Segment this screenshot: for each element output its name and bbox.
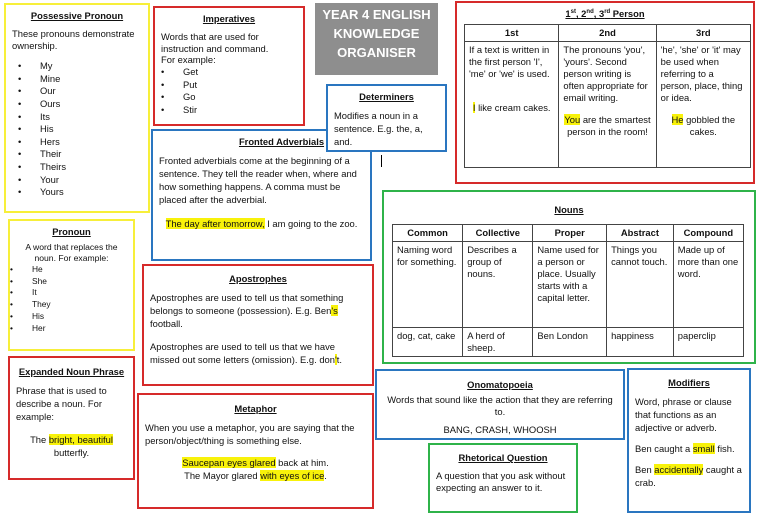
onomatopoeia-examples: BANG, CRASH, WHOOSH [443, 423, 557, 435]
nouns-def: Things you cannot touch. [607, 241, 674, 327]
list-item: • Stir [167, 104, 297, 117]
list-item: • Put [167, 79, 297, 92]
person-table [464, 24, 751, 168]
fronted-adverbials-text: Fronted adverbials come at the beginning of a sentence. They tell the reader when, where and how something happens. A comma must be placed after the adverbial. [159, 154, 357, 206]
apostrophes-omission: Apostrophes are used to tell us that we have missed out some letters (omission). E.g. don't. [150, 340, 342, 365]
person-header-1st: 1st [465, 24, 559, 41]
imperatives-list [161, 66, 297, 116]
expanded-noun-phrase-text: Phrase that is used to describe a noun. For example: [16, 384, 107, 422]
determiners-box [326, 84, 447, 152]
determiners-title: Determiners [359, 91, 414, 102]
nouns-header: Abstract [607, 224, 674, 241]
modifiers-title: Modifiers [668, 377, 710, 388]
metaphor-example-2: The Mayor glared with eyes of ice. [184, 469, 327, 481]
person-def: If a text is written in the first person 'I', 'me' or 'we' is used. [469, 43, 550, 79]
possessive-pronoun-title: Possessive Pronoun [30, 10, 124, 21]
nouns-header: Proper [533, 224, 607, 241]
modifiers-example-2: Ben accidentally caught a crab. [635, 463, 742, 488]
apostrophes-possession: Apostrophes are used to tell us that something belongs to someone (possession). E.g. Ben's football. [150, 291, 344, 329]
nouns-header: Common [393, 224, 463, 241]
list-item: • Its [24, 111, 142, 124]
person-example: I like cream cakes. [472, 101, 551, 113]
title-line-2: KNOWLEDGE [333, 26, 420, 41]
list-item: • Hers [24, 136, 142, 149]
list-item: • Go [167, 91, 297, 104]
example-rest: I am going to the zoo. [264, 217, 358, 229]
title-line-1: YEAR 4 ENGLISH [322, 7, 431, 22]
person-box [455, 1, 755, 184]
expanded-noun-phrase-box [8, 356, 135, 480]
list-item: • Theirs [24, 161, 142, 174]
determiners-text: Modifies a noun in a sentence. E.g. the, a, and. [334, 109, 423, 147]
metaphor-example-1: Saucepan eyes glared back at him. [182, 456, 329, 468]
onomatopoeia-title: Onomatopoeia [467, 379, 533, 390]
nouns-def: Naming word for something. [393, 241, 463, 327]
imperatives-text: Words that are used for instruction and command. [161, 30, 269, 54]
imperatives-box [153, 6, 305, 126]
rhetorical-question-box [428, 443, 578, 513]
person-def: 'he', 'she' or 'it' may be used when referring to a person, place, thing or idea. [660, 43, 743, 103]
title-line-3: ORGANISER [337, 45, 416, 60]
metaphor-box [137, 393, 374, 509]
list-item: • His [16, 311, 127, 323]
person-header-3rd: 3rd [656, 24, 750, 41]
nouns-header: Compound [673, 224, 743, 241]
nouns-title: Nouns [554, 204, 584, 215]
onomatopoeia-box [375, 369, 625, 440]
person-cell-2nd [559, 41, 656, 167]
nouns-example: Ben London [533, 327, 607, 356]
expanded-noun-phrase-title: Expanded Noun Phrase [18, 366, 125, 377]
list-item: • My [24, 60, 142, 73]
list-item: • Yours [24, 186, 142, 199]
modifiers-example-1: Ben caught a small fish. [635, 442, 735, 454]
possessive-pronoun-box [4, 3, 150, 213]
pronoun-title: Pronoun [52, 226, 91, 237]
person-title: 1st, 2nd, 3rd Person [565, 8, 645, 19]
list-item: • They [16, 299, 127, 311]
apostrophes-title: Apostrophes [229, 273, 287, 284]
onomatopoeia-text: Words that sound like the action that they are referring to. [387, 393, 613, 418]
list-item: • Her [16, 323, 127, 335]
list-item: • His [24, 123, 142, 136]
imperatives-title: Imperatives [202, 13, 256, 24]
list-item: • He [16, 264, 127, 276]
list-item: • Mine [24, 73, 142, 86]
nouns-example: A herd of sheep. [463, 327, 533, 356]
modifiers-text: Word, phrase or clause that functions as an adjective or adverb. [635, 395, 732, 433]
list-item: • It [16, 287, 127, 299]
person-example: He gobbled the cakes. [671, 113, 736, 137]
nouns-example: paperclip [673, 327, 743, 356]
nouns-def: Describes a group of nouns. [463, 241, 533, 327]
fronted-adverbials-title: Fronted Adverbials [238, 136, 325, 147]
example-highlight: The day after tomorrow, [165, 217, 265, 229]
apostrophes-box [142, 264, 374, 386]
pronoun-box [8, 219, 135, 351]
person-header-2nd: 2nd [559, 24, 656, 41]
modifiers-box [627, 368, 751, 513]
list-item: • Get [167, 66, 297, 79]
person-cell-1st [465, 41, 559, 167]
metaphor-title: Metaphor [234, 403, 277, 414]
person-cell-3rd [656, 41, 750, 167]
nouns-def: Name used for a person or place. Usually starts with a capital letter. [533, 241, 607, 327]
list-item: • Our [24, 85, 142, 98]
rhetorical-question-text: A question that you ask without expecting an answer to it. [436, 469, 566, 494]
list-item: • Their [24, 148, 142, 161]
organiser-title [315, 3, 438, 75]
text-cursor [381, 155, 382, 167]
nouns-table [392, 224, 744, 357]
nouns-header: Collective [463, 224, 533, 241]
rhetorical-question-title: Rhetorical Question [458, 452, 548, 463]
expanded-noun-phrase-example: The bright, beautiful butterfly. [30, 433, 113, 458]
possessive-pronoun-text: These pronouns demonstrate ownership. [12, 27, 135, 51]
person-example: You are the smartest person in the room! [564, 113, 651, 137]
person-def: The pronouns 'you', 'yours'. Second person writing is often appropriate for email writing. [563, 43, 648, 103]
nouns-example: dog, cat, cake [393, 327, 463, 356]
list-item: • She [16, 276, 127, 288]
possessive-pronoun-list [12, 60, 142, 199]
nouns-box [382, 190, 756, 364]
pronoun-text: A word that replaces the noun. For example: [25, 241, 118, 263]
metaphor-text: When you use a metaphor, you are saying that the person/object/thing is something else. [145, 421, 355, 446]
nouns-def: Made up of more than one word. [673, 241, 743, 327]
list-item: • Ours [24, 98, 142, 111]
list-item: • Your [24, 174, 142, 187]
fronted-adverbials-example [159, 217, 364, 230]
pronoun-list [16, 264, 127, 335]
nouns-example: happiness [607, 327, 674, 356]
imperatives-example-label: For example: [161, 54, 216, 66]
